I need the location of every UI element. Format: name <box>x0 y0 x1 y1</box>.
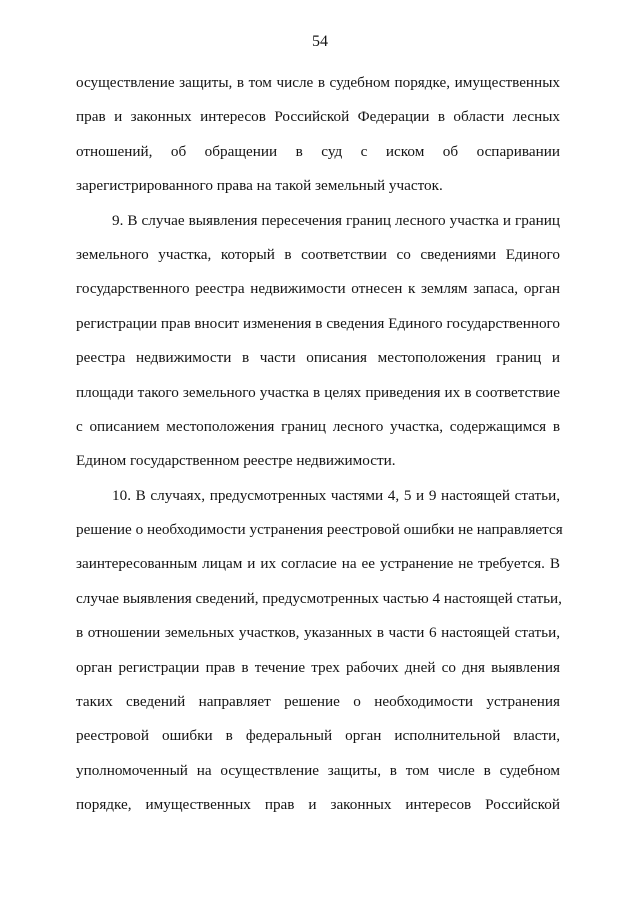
text-line: таких сведений направляет решение о необходимости устранения <box>76 693 560 711</box>
page-number: 54 <box>312 33 328 50</box>
text-line: в отношении земельных участков, указанных в части 6 настоящей статьи, <box>76 624 560 642</box>
text-line: земельного участка, который в соответствии со сведениями Единого <box>76 245 560 263</box>
text-line: регистрации прав вносит изменения в сведения Единого государственного <box>76 314 560 332</box>
text-line: решение о необходимости устранения реестровой ошибки не направляется <box>76 521 563 539</box>
text-line: отношений, об обращении в суд с иском об оспаривании <box>76 142 560 160</box>
text-line: реестра недвижимости в части описания местоположения границ и <box>76 349 560 367</box>
body-text <box>76 66 563 823</box>
text-line: порядке, имущественных прав и законных интересов Российской <box>76 796 560 814</box>
text-line: уполномоченный на осуществление защиты, в том числе в судебном <box>76 761 560 779</box>
text-line: случае выявления сведений, предусмотренных частью 4 настоящей статьи, <box>76 589 562 607</box>
text-line: государственного реестра недвижимости отнесен к землям запаса, орган <box>76 280 560 298</box>
text-line: осуществление защиты, в том числе в судебном порядке, имущественных <box>76 74 560 91</box>
text-line: зарегистрированного права на такой земельный участок. <box>76 177 443 195</box>
text-line: с описанием местоположения границ лесного участка, содержащимся в <box>76 417 560 435</box>
paragraph-9-first-line: 9. В случае выявления пересечения границ лесного участка и границ <box>112 211 560 229</box>
text-line: орган регистрации прав в течение трех рабочих дней со дня выявления <box>76 658 560 676</box>
text-line: площади такого земельного участка в целях приведения их в соответствие <box>76 383 560 401</box>
text-line: прав и законных интересов Российской Федерации в области лесных <box>76 108 560 126</box>
text-line: реестровой ошибки в федеральный орган исполнительной власти, <box>76 727 560 745</box>
text-line: заинтересованным лицам и их согласие на ее устранение не требуется. В <box>76 555 560 573</box>
paragraph-10-first-line: 10. В случаях, предусмотренных частями 4, 5 и 9 настоящей статьи, <box>112 486 560 504</box>
text-line: Едином государственном реестре недвижимости. <box>76 452 396 470</box>
